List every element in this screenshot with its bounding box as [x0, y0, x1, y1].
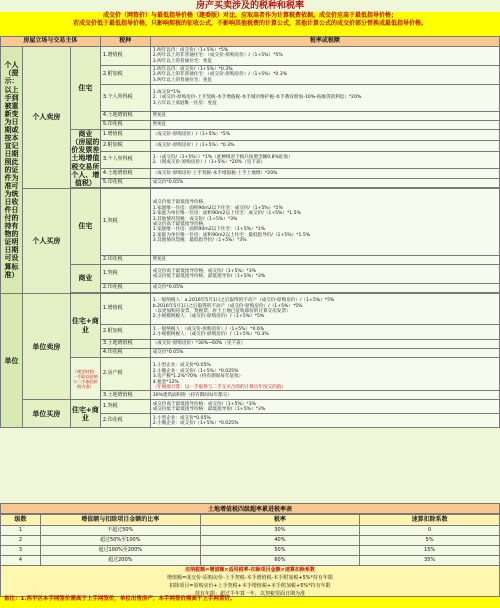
tax-land-commercial: 4.土地增值税 — [100, 169, 150, 179]
header-rate: 税率或税额 — [150, 37, 499, 47]
rate-commercial-surcharge: （成交价-原购房价）/（1+5%）*0.3% — [150, 141, 499, 152]
lat-cell: 超过100%至200% — [40, 546, 200, 556]
lat-cell: 超过50%至100% — [40, 536, 200, 546]
rate-buyer-deed: 成交价低于最低指导价格， 1.家庭唯一住房：面积90m2以下住宅：成交价/（1+5%）*1% 2.家庭为单位唯一住房：面积90m2以上住宅：成交价/（1+5%）*1.5% 3.其他情况契税：成交价/（1+5%）*3% 成交价高于最低指导价格， 1.家庭唯一住房：面积90m2以下住宅：（1+5%）*1% 2.家庭为单位唯一住房：面积90m2以上住宅：最低指导价/（1+5%）*1.5% 3.其他情况契税：最低指导价/（1+5%）*3% — [150, 189, 499, 256]
rate-company-stamp: 成交价*0.05% — [150, 349, 499, 358]
rate-personal-vat: 1.两年以内：成交价/（1+5%）*5% 2.两年以上的非普通住宅：（成交价-原购房价）/（1+5%）*5% 3.两年以上的普通住宅：免征 — [150, 47, 499, 66]
tax-land: 4.土地增值税 — [100, 112, 150, 121]
table-row — [1, 526, 500, 536]
personal-seller-residence: 住宅 — [70, 47, 100, 130]
tax-vat-commercial: 1.增值税 — [100, 130, 150, 141]
lat-cell: 35% — [360, 556, 500, 566]
tax-surcharge: 2.附加税 — [100, 66, 150, 85]
company-seller: 单位卖房 — [22, 294, 70, 400]
tax-vat: 1.增值税 — [100, 47, 150, 66]
tax-deed-company: 1.契税 — [100, 400, 150, 414]
lat-cell: 60% — [200, 556, 360, 566]
table-row — [1, 556, 500, 566]
lat-cell: 40% — [200, 536, 360, 546]
lat-cell: 3 — [1, 546, 41, 556]
tax-income: 3.个人所得税 — [100, 85, 150, 112]
lat-header-ratio: 增值额与扣除项目金额的比率 — [40, 515, 200, 526]
rate-buyer-stamp: 暂免征 — [150, 256, 499, 265]
company-buyer-type: 住宅+商业 — [70, 400, 100, 428]
lat-cell: 5% — [360, 536, 500, 546]
formula-line-4: 持有年限：超过半年算一年，以契税票面日期为准 — [194, 591, 305, 597]
personal-buyer: 个人买房 — [22, 189, 70, 294]
personal-buyer-commercial: 商业 — [70, 265, 100, 293]
personal-buyer-residence: 住宅 — [70, 189, 100, 265]
tax-surcharge-company: 2.附加税 — [100, 325, 150, 340]
tax-table — [0, 36, 500, 428]
notes-footer: 备注：1.西平区本手网签价需高于上手网签价，单位出售房产，本手网签价需高于上手网签价。 — [0, 597, 500, 608]
lat-cell: 2 — [1, 536, 41, 546]
tax-vat-company: 1.增值税 — [100, 294, 150, 325]
table-row — [1, 546, 500, 556]
header-party: 房屋立场与交易主体 — [1, 37, 101, 47]
rate-buyer-commercial-deed: 成交价高于最低指导价格，成交价/（1+5%）*3% 成交价低于最低指导价格，最低指导价/（1+5%）*3% — [150, 265, 499, 284]
tax-income-commercial: 3.个人所得税 — [100, 152, 150, 169]
rate-commercial-stamp: 成交价*0.05% — [150, 179, 499, 188]
lat-cell: 超过200% — [40, 556, 200, 566]
rate-company-land: （成交价-原购房价）*30%~60%（见下表） — [150, 340, 499, 349]
rate-company-buyer-stamp: 1.小型企业：成交价*0.05% 2.小微企业：成交价/（1+5%）*0.025% — [150, 414, 499, 428]
company-seller-type: 住宅+商业 — [70, 294, 100, 358]
rate-personal-income: 1.成交价*1% 2.（成交价-原购房价-上手契税-本手增值税-本手城市维护税-本手教育附加-10%-按揭贷款利息）*20% 3.五年以上家庭唯一住房：免征 — [150, 85, 499, 112]
rate-commercial-land: （成交价-原购房价-上手契税-本手增值税-上手土地增）*20% — [150, 169, 499, 179]
tax-deed-commercial: 1.契税 — [100, 265, 150, 284]
company-buyer: 单位买房 — [22, 400, 70, 428]
header-tax: 税种 — [100, 37, 150, 47]
formula-box — [0, 565, 500, 597]
company-note: （规定时间：一手取以价格与二手取回价格为准） — [70, 358, 100, 400]
rate-company-house-text: 1.小型企业：成交价*0.05% 2.小微企业：成交价/（1+5%）*0.025% 3.房产税*1.2%*70%（持有期间每年征收） 4.租金*12% — [152, 363, 244, 385]
rate-commercial-vat: （成交价-原购房价）/（1+5%）*5% — [150, 130, 499, 141]
rate-buyer-commercial-stamp: 成交价*0.05% — [150, 284, 499, 293]
tax-stamp-company-buyer: 2.印花税 — [100, 414, 150, 428]
personal-seller-commercial — [70, 130, 100, 188]
rate-personal-surcharge: 1.两年以内：成交价/（1+5%）*0.3% 2.两年以上的非普通住宅：（成交价-原购房价）/（1+5%）*0.3% 3.两年以上的普通住宅：免征 — [150, 66, 499, 85]
table-row — [1, 536, 500, 546]
page-title: 房产买卖涉及的税种和税率 — [195, 1, 304, 11]
tax-stamp-company: 4.印花税 — [100, 349, 150, 358]
personal-label: 个人 — [4, 61, 19, 70]
party-personal — [1, 47, 23, 294]
rate-personal-land: 暂免征 — [150, 112, 499, 121]
personal-note: （提示：以上手到被重新变为日期或按本宣记日期照此的证件为准可为统日收件日付的持有物的证明日期可设算标准） — [4, 69, 19, 279]
tax-land-company-2: 3.土地增值税 — [100, 391, 150, 400]
formula-line-3: 扣除项目=原购房价+上手契税+本手增值税+本手附加税+5%*持有年限 — [169, 583, 331, 589]
rate-company-surcharge: 1.一般纳税人：（成交价-原购房价）/（1+5%）*0.6% 2.小规模纳税人：（成交价-原购房价）/（1+5%）*0.3% — [150, 325, 499, 340]
lat-header-deduction: 速算扣除系数 — [360, 515, 500, 526]
tax-surcharge-commercial: 2.附加税 — [100, 141, 150, 152]
lat-cell: 0 — [360, 526, 500, 536]
intro-banner — [0, 12, 500, 36]
tax-deed: 1.契税 — [100, 189, 150, 256]
tax-stamp: 5.印花税 — [100, 121, 150, 130]
lat-cell: 30% — [200, 526, 360, 536]
tax-land-company: 3.土地增值税 — [100, 340, 150, 349]
intro-line-2: 若成交价低于最低指导价格，只影响契税的征收公式，不影响其他税费的计算公式，其他计算公式的成交价部分替换成最低指导价格。 — [72, 20, 427, 27]
tax-house-company: 2.房产税 — [100, 358, 150, 391]
tax-stamp-commercial: 5.印花税 — [100, 179, 150, 188]
lat-cell: 15% — [360, 546, 500, 556]
rate-commercial-income: 1.（成交价/（1+5%））*1%（此种情况个税只按照全额0.8%征收） 2.（现成交价-原购房价）/（1+5%）*20%（见下表） — [150, 152, 499, 169]
lat-header-rate: 税率 — [200, 515, 360, 526]
intro-line-1: 成交价（网签价）与最低指导价格（建委版）对比，应取高者作为计算税费依据。成交价应高于最低指导价格； — [102, 12, 397, 19]
tax-stamp-buyer-commercial: 2.印花税 — [100, 284, 150, 293]
tax-stamp-buyer: 2.印花税 — [100, 256, 150, 265]
formula-line-1: 应纳税额=增值额×适用税率-扣除项目金额×速算扣除系数 — [185, 567, 315, 573]
lat-table — [0, 514, 500, 566]
lat-header-level: 级数 — [1, 515, 41, 526]
lat-cell: 4 — [1, 556, 41, 566]
lat-cell: 50% — [200, 546, 360, 556]
personal-seller: 个人卖房 — [22, 47, 70, 189]
lat-cell: 不超过50% — [40, 526, 200, 536]
rate-company-land-2: 30%建筑面积附（持有期间每年都交） — [150, 391, 499, 400]
rate-company-house-note: （年税收计算：以一手取得与二手交买合的的计算出年度交的值） — [152, 385, 286, 391]
rate-company-buyer-deed: 成交价高于最低指导价格：成交价/（1+5%）*3% 成交价低于最低指导价格：最低指导价/（1+5%）*3% — [150, 400, 499, 414]
lat-cell: 1 — [1, 526, 41, 536]
formula-line-2: 增值额=成交价-原购房价-上手契税-本手增值税-本手附加税+5%*持有年限 — [166, 575, 334, 581]
rate-company-vat: 1.一般纳税人：a.2016年5月1日之后取得的不动产（成交价-原购房价）/（1+5%）*5% b.2016年5月1日之后取得的不动产（成交价-原购房价）/（1+5%）*5% （以更加购房发票，契税票，府土土地已征收部份的计算交房发票） 2.小规模纳税人：（成交价-原购房价）/（1+5%）*5% — [150, 294, 499, 325]
rate-company-house — [150, 358, 499, 391]
lat-table-title: 土地增值税四级超率累进税率表 — [0, 503, 500, 514]
commercial-label: 商业 — [78, 130, 93, 139]
commercial-note: （房屋的价发票差土地增值税交易所个人、增值税） — [71, 138, 100, 187]
party-company: 单位 — [1, 294, 23, 428]
rate-personal-stamp: 暂免征 — [150, 121, 499, 130]
